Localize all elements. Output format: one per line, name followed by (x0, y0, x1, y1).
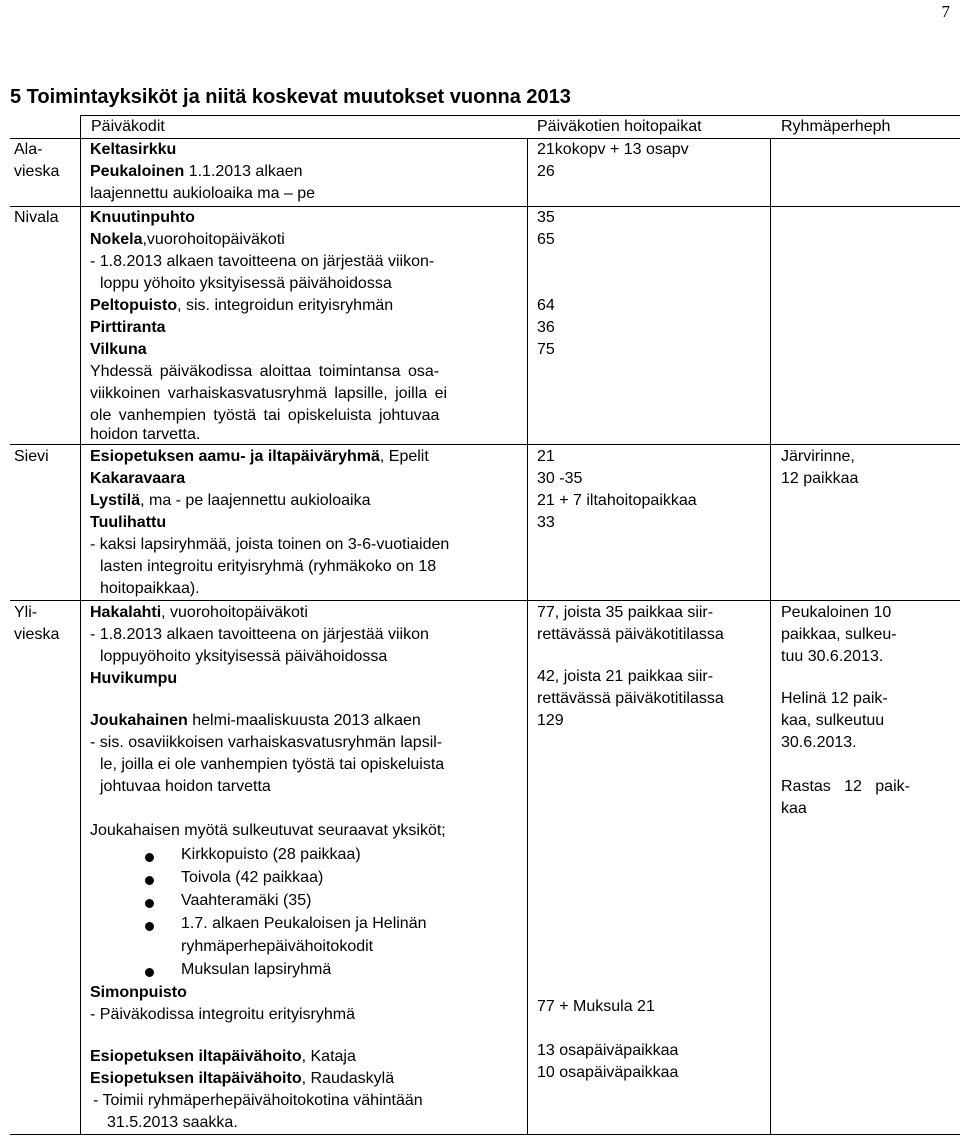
nivala-places-2: 65 (537, 231, 555, 248)
lystila-note: , ma - pe laajennettu aukioloaika (140, 492, 371, 509)
daycare-nokela-line (90, 229, 285, 251)
closing-item-4-cont: ryhmäperhepäivähoitokodit (181, 938, 374, 955)
sievi-places-3: 21 + 7 iltahoitopaikkaa (537, 492, 697, 509)
joukahainen-note-2: le, joilla ei ole vanhempien työstä tai opiskeluista (100, 756, 445, 773)
municipality-nivala: Nivala (14, 209, 59, 226)
ylivieska-family-4: Helinä 12 paik- (781, 690, 888, 707)
daycare-nokela: Nokela (90, 231, 143, 248)
municipality-ylivieska-2: vieska (14, 626, 60, 643)
sievi-places-1: 21 (537, 448, 555, 465)
sievi-row-rule (10, 600, 960, 601)
municipality-sievi: Sievi (14, 448, 49, 465)
simonpuisto-note: - Päiväkodissa integroitu erityisryhmä (90, 1006, 355, 1023)
peukaloinen-note: laajennettu aukioloaika ma – pe (90, 185, 316, 202)
daycare-peukaloinen: Peukaloinen (90, 163, 185, 180)
raudaskyla-note-2: 31.5.2013 saakka. (107, 1114, 238, 1131)
ylivieska-places-3: 129 (537, 712, 564, 729)
daycare-joukahainen: Joukahainen (90, 712, 188, 729)
nokela-note-2: loppu yöhoito yksityisessä päivähoidossa (100, 275, 392, 292)
esiopetus-raudaskyla-place: , Raudaskylä (301, 1070, 395, 1087)
daycare-huvikumpu: Huvikumpu (90, 670, 178, 687)
peltopuisto-note: , sis. integroidun erityisryhmän (177, 297, 394, 314)
nokela-note-1: - 1.8.2013 alkaen tavoitteena on järjestää viikon- (90, 253, 435, 270)
joukahainen-note-1: - sis. osaviikkoisen varhaiskasvatusryhmän lapsil- (90, 734, 443, 751)
bullet-dot (145, 968, 154, 977)
daycare-keltasirkku: Keltasirkku (90, 141, 177, 158)
ylivieska-places-5: 13 osapäiväpaikkaa (537, 1042, 679, 1059)
daycare-pirttiranta: Pirttiranta (90, 319, 166, 336)
municipality-ylivieska-1: Yli- (14, 604, 38, 621)
sievi-places-2: 30 -35 (537, 470, 583, 487)
raudaskyla-note-1: - Toimii ryhmäperhepäivähoitokotina vähintään (93, 1092, 423, 1109)
hakalahti-note-1: - 1.8.2013 alkaen tavoitteena on järjestää viikon (90, 626, 429, 643)
closing-item-4: 1.7. alkaen Peukaloisen ja Helinän (181, 915, 427, 932)
nivala-note-2: viikkoinen varhaiskasvatusryhmä lapsille, joilla ei (90, 385, 448, 402)
daycare-tuulihattu: Tuulihattu (90, 514, 167, 531)
municipality-alavieska-2: vieska (14, 163, 60, 180)
peukaloinen-date: 1.1.2013 alkaen (184, 163, 303, 180)
closing-item-2: Toivola (42 paikkaa) (181, 869, 324, 886)
nivala-note-1: Yhdessä päiväkodissa aloittaa toimintansa osa- (90, 363, 440, 380)
sievi-esiopetus-line (90, 446, 429, 468)
hakalahti-note-2: loppuyöhoito yksityisessä päivähoidossa (100, 648, 388, 665)
daycare-lystila-line (90, 490, 370, 512)
col-rule-2 (527, 138, 528, 1135)
closing-item-1: Kirkkopuisto (28 paikkaa) (181, 846, 361, 863)
alavieska-places-2: 26 (537, 163, 555, 180)
sievi-family-1: Järvirinne, (781, 448, 855, 465)
nivala-places-4: 36 (537, 319, 555, 336)
ylivieska-places-1a: 77, joista 35 paikkaa siir- (537, 604, 714, 621)
col-rule-3 (770, 138, 771, 1135)
bullet-dot (145, 899, 154, 908)
ylivieska-family-8: kaa (781, 800, 807, 817)
joukahainen-date: helmi-maaliskuusta 2013 alkaen (187, 712, 421, 729)
col-rule-1 (80, 115, 81, 1135)
daycare-peltopuisto: Peltopuisto (90, 297, 178, 314)
ylivieska-family-5: kaa, sulkeutuu (781, 712, 885, 729)
esiopetus-kataja: Esiopetuksen iltapäivähoito (90, 1048, 302, 1065)
nivala-places-1: 35 (537, 209, 555, 226)
ylivieska-family-6: 30.6.2013. (781, 734, 857, 751)
ylivieska-places-4: 77 + Muksula 21 (537, 998, 655, 1015)
tuulihattu-note-1: - kaksi lapsiryhmää, joista toinen on 3-6-vuotiaiden (90, 536, 450, 553)
header-family: Ryhmäperheph (781, 118, 891, 135)
ylivieska-family-7: Rastas 12 paik- (781, 778, 910, 795)
daycare-kakaravaara: Kakaravaara (90, 470, 186, 487)
ylivieska-places-1b: rettävässä päiväkotitilassa (537, 626, 724, 643)
ylivieska-places-2b: rettävässä päiväkotitilassa (537, 690, 724, 707)
nivala-places-5: 75 (537, 341, 555, 358)
daycare-lystila: Lystilä (90, 492, 141, 509)
nivala-places-3: 64 (537, 297, 555, 314)
daycare-vilkuna: Vilkuna (90, 341, 147, 358)
bullet-dot (145, 876, 154, 885)
table-bottom-rule (10, 1134, 960, 1135)
closing-item-3: Vaahteramäki (35) (181, 892, 312, 909)
daycare-simonpuisto: Simonpuisto (90, 984, 187, 1001)
nivala-note-4: hoidon tarvetta. (90, 426, 201, 443)
page-number: 7 (941, 2, 950, 21)
daycare-hakalahti: Hakalahti (90, 604, 162, 621)
closing-item-5: Muksulan lapsiryhmä (181, 961, 332, 978)
daycare-joukahainen-line (90, 710, 421, 732)
daycare-peltopuisto-line (90, 295, 393, 317)
esiopetus-kataja-line (90, 1046, 356, 1068)
alavieska-places-1: 21kokopv + 13 osapv (537, 141, 689, 158)
ylivieska-places-2a: 42, joista 21 paikkaa siir- (537, 668, 714, 685)
municipality-alavieska-1: Ala- (14, 141, 43, 158)
esiopetus-kataja-place: , Kataja (301, 1048, 356, 1065)
nivala-note-3: ole vanhempien työstä tai opiskeluista johtuvaa (90, 407, 440, 424)
section-heading: 5 Toimintayksiköt ja niitä koskevat muutokset vuonna 2013 (10, 86, 571, 108)
closing-intro: Joukahaisen myötä sulkeutuvat seuraavat yksiköt; (90, 822, 446, 839)
ylivieska-family-3: tuu 30.6.2013. (781, 648, 884, 665)
sievi-esiopetus: Esiopetuksen aamu- ja iltapäiväryhmä (90, 448, 380, 465)
joukahainen-note-3: johtuvaa hoidon tarvetta (100, 778, 271, 795)
ylivieska-places-6: 10 osapäiväpaikkaa (537, 1064, 679, 1081)
ylivieska-family-2: paikkaa, sulkeu- (781, 626, 897, 643)
bullet-dot (145, 853, 154, 862)
sievi-family-2: 12 paikkaa (781, 470, 859, 487)
tuulihattu-note-2: lasten integroitu erityisryhmä (ryhmäkoko on 18 (100, 558, 437, 575)
header-places: Päiväkotien hoitopaikat (537, 118, 702, 135)
tuulihattu-note-3: hoitopaikkaa). (100, 580, 200, 597)
daycare-hakalahti-line (90, 602, 308, 624)
daycare-peukaloinen-line (90, 161, 303, 183)
nokela-type: ,vuorohoitopäiväkoti (142, 231, 285, 248)
ylivieska-family-1: Peukaloinen 10 (781, 604, 892, 621)
header-daycare: Päiväkodit (91, 118, 165, 135)
hakalahti-type: , vuorohoitopäiväkoti (161, 604, 308, 621)
bullet-dot (145, 922, 154, 931)
sievi-places-4: 33 (537, 514, 555, 531)
esiopetus-raudaskyla: Esiopetuksen iltapäivähoito (90, 1070, 302, 1087)
daycare-knuutinpuhto: Knuutinpuhto (90, 209, 195, 226)
sievi-esiopetus-place: , Epelit (379, 448, 429, 465)
esiopetus-raudaskyla-line (90, 1068, 394, 1090)
